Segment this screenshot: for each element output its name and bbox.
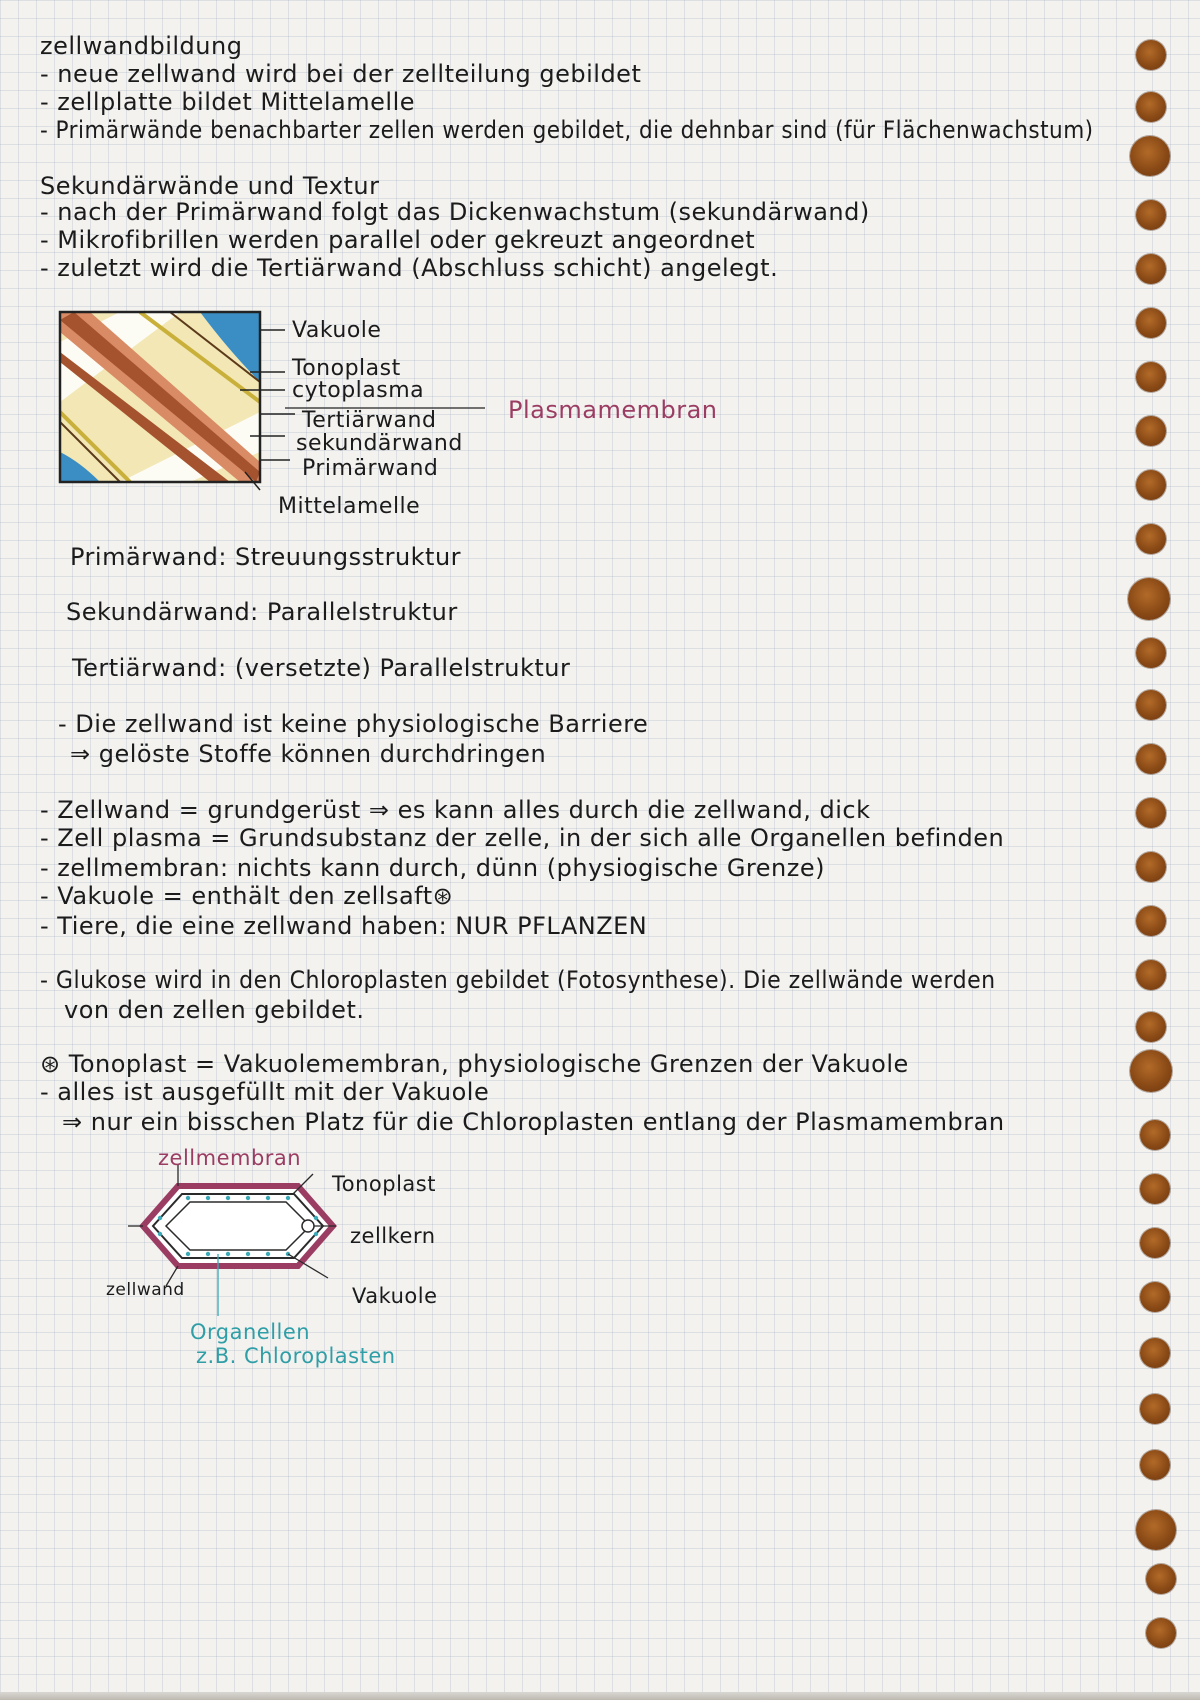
- structure-primaerwand: Primärwand: Streuungsstruktur: [70, 543, 462, 571]
- glucose-line-2: von den zellen gebildet.: [64, 996, 365, 1024]
- binding-hole: [1128, 578, 1170, 620]
- label-chloroplasten: z.B. Chloroplasten: [196, 1344, 396, 1368]
- binding-hole: [1136, 254, 1166, 284]
- section2-line-3: - zuletzt wird die Tertiärwand (Abschluss schicht) angelegt.: [40, 254, 779, 282]
- binding-hole: [1136, 1510, 1176, 1550]
- binding-hole: [1130, 136, 1170, 176]
- binding-hole: [1140, 1394, 1170, 1424]
- binding-hole: [1140, 1338, 1170, 1368]
- label-cytoplasma: cytoplasma: [292, 378, 425, 403]
- binding-hole: [1136, 40, 1166, 70]
- binding-hole: [1136, 470, 1166, 500]
- binding-hole: [1136, 1012, 1166, 1042]
- tonoplast-outline: [166, 1202, 310, 1250]
- definition-zellplasma: - Zell plasma = Grundsubstanz der zelle, in der sich alle Organellen befinden: [40, 824, 1005, 852]
- definition-zellwand: - Zellwand = grundgerüst ⇒ es kann alles durch die zellwand, dick: [40, 796, 871, 824]
- barrier-sub: ⇒ gelöste Stoffe können durchdringen: [70, 740, 547, 768]
- binding-hole: [1130, 1050, 1172, 1092]
- label-vakuole: Vakuole: [292, 318, 382, 343]
- label-primaerwand: Primärwand: [302, 456, 439, 481]
- page-bottom-edge: [0, 1692, 1200, 1700]
- label-zellmembran: zellmembran: [158, 1146, 302, 1170]
- binding-hole: [1136, 362, 1166, 392]
- label-plasmamembran: Plasmamembran: [508, 396, 718, 424]
- binding-hole: [1140, 1228, 1170, 1258]
- cell-wall-layers-diagram: [60, 312, 260, 482]
- binding-hole: [1136, 744, 1166, 774]
- label-organellen: Organellen: [190, 1320, 311, 1344]
- barrier-line: - Die zellwand ist keine physiologische Barriere: [58, 710, 649, 738]
- tonoplast-line-2: - alles ist ausgefüllt mit der Vakuole: [40, 1078, 490, 1106]
- binding-hole: [1140, 1282, 1170, 1312]
- label-tertiaerwand: Tertiärwand: [302, 408, 437, 433]
- zellkern-circle: [302, 1220, 314, 1232]
- structure-sekundaerwand: Sekundärwand: Parallelstruktur: [66, 598, 458, 626]
- section1-title: zellwandbildung: [40, 32, 243, 60]
- section2-title: Sekundärwände und Textur: [40, 172, 380, 200]
- binding-hole: [1136, 524, 1166, 554]
- binding-hole: [1136, 416, 1166, 446]
- binding-hole: [1136, 906, 1166, 936]
- section1-line-2: - zellplatte bildet Mittelamelle: [40, 88, 416, 116]
- label-zellwand: zellwand: [106, 1280, 185, 1300]
- section2-line-1: - nach der Primärwand folgt das Dickenwachstum (sekundärwand): [40, 198, 870, 226]
- binding-hole: [1136, 852, 1166, 882]
- binding-hole: [1136, 308, 1166, 338]
- binding-hole: [1136, 690, 1166, 720]
- binding-hole: [1136, 960, 1166, 990]
- structure-tertiaerwand: Tertiärwand: (versetzte) Parallelstruktur: [72, 654, 571, 682]
- definition-vakuole: - Vakuole = enthält den zellsaft⊛: [40, 882, 454, 910]
- definition-tiere: - Tiere, die eine zellwand haben: NUR PFLANZEN: [40, 912, 648, 940]
- glucose-line-1: - Glukose wird in den Chloroplasten gebildet (Fotosynthese). Die zellwände werden: [40, 966, 996, 994]
- binding-hole: [1140, 1174, 1170, 1204]
- definition-zellmembran: - zellmembran: nichts kann durch, dünn (physiogische Grenze): [40, 854, 825, 882]
- binding-hole: [1136, 200, 1166, 230]
- tonoplast-line-1: ⊛ Tonoplast = Vakuolemembran, physiologische Grenzen der Vakuole: [40, 1050, 909, 1078]
- binding-hole: [1146, 1618, 1176, 1648]
- binding-hole: [1146, 1564, 1176, 1594]
- section1-line-3: - Primärwände benachbarter zellen werden gebildet, die dehnbar sind (für Flächenwachstum): [40, 116, 1094, 144]
- section1-line-1: - neue zellwand wird bei der zellteilung gebildet: [40, 60, 642, 88]
- binding-hole: [1140, 1450, 1170, 1480]
- label-zellkern: zellkern: [350, 1224, 436, 1248]
- label-sekundaerwand: sekundärwand: [296, 431, 463, 456]
- label-vakuole-2: Vakuole: [352, 1284, 438, 1308]
- binding-hole: [1136, 92, 1166, 122]
- label-tonoplast: Tonoplast: [292, 356, 401, 381]
- plant-cell-diagram: [138, 1176, 338, 1276]
- binding-hole: [1140, 1120, 1170, 1150]
- binding-hole: [1136, 798, 1166, 828]
- label-mittelamelle: Mittelamelle: [278, 494, 421, 519]
- tonoplast-line-3: ⇒ nur ein bisschen Platz für die Chloroplasten entlang der Plasmamembran: [62, 1108, 1005, 1136]
- section2-line-2: - Mikrofibrillen werden parallel oder gekreuzt angeordnet: [40, 226, 756, 254]
- binding-hole: [1136, 638, 1166, 668]
- label-tonoplast-2: Tonoplast: [332, 1172, 436, 1196]
